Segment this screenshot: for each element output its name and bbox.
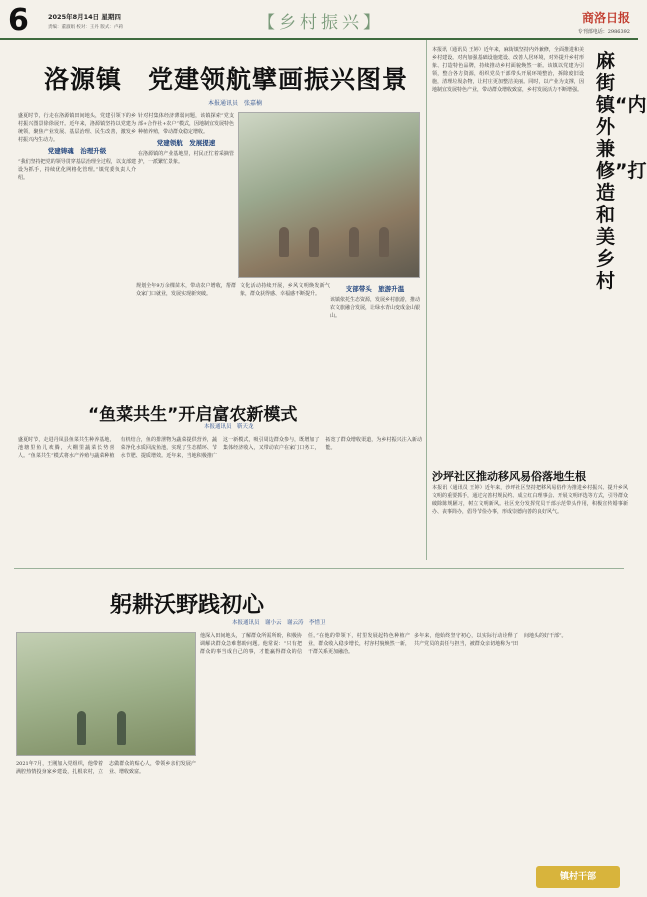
story3-body: 2021年7月，王刚加入党组织，他带着满腔热情投身家乡建设，扎根农村，立志做群众的贴心人，带领乡亲们发展产业、增收致富。 [16,761,196,775]
story1-text: 针对村集体经济薄弱问题，该镇探索“党支部+合作社+农户”模式，因地制宜发展特色种植养殖，带动群众稳定增收。 [138,113,234,135]
right-story2-title: 沙坪社区推动移风易俗落地生根 [432,470,586,483]
right-story-title: 麻街镇“内外兼修”打造和美乡村 [596,50,647,292]
story2-body: 盛夏时节，走进丹凤县鱼菜共生种养基地，池塘里鱼儿欢腾，大棚里蔬菜长势喜人。“鱼菜共生”模式将水产养殖与蔬菜种植有机结合，鱼的排泄物为蔬菜提供营养，蔬菜净化水质回流鱼池，实现了生态循环、节水节肥、提质增效。近年来，当地积极推广这一新模式，吸引周边群众参与，既增加了集体经济收入，又带动农户在家门口务工，拓宽了群众增收渠道，为乡村振兴注入新动能。 [18,437,422,459]
person-figure [379,227,389,257]
story1-column [330,282,420,340]
person-figure [77,711,86,745]
story3-body: 他深入田间地头，了解群众所需所盼，积极协调解决群众急难愁盼问题。他常说：“只有把群众的事当成自己的事，才能赢得群众的信任。”在他的带领下，村里发展起特色种植产业，群众收入稳步增长，村容村貌焕然一新，干群关系更加融洽。 [200,633,410,655]
column-divider [426,40,427,560]
story1-column: 规划全年9万余棵苗木，带动农户增收，帮群众家门口就业，发展实现新突破。 [136,283,236,297]
issue-date: 2025年8月14日 星期四 [48,13,121,21]
story1-subhead: 党建领航 发展提速 [156,139,216,147]
story3-title: 躬耕沃野践初心 [110,593,265,618]
story3-photo [16,632,196,756]
story1-subhead: 支部带头 旅游升温 [345,285,405,293]
story1-column [18,112,136,340]
section-divider [14,568,624,569]
story1-text: 盛夏时节，行走在洛源镇田间地头，党建引领下的乡村振兴图景徐徐展开。近年来，洛源镇坚持以党建为统领，聚焦产业发展、基层治理、民生改善，激发乡村振兴内生动力。 [18,113,136,143]
person-figure [117,711,126,745]
story1-photo [238,112,420,278]
story1-column [138,112,234,282]
right-story-body: 本报讯（通讯员 王婷）近年来，麻街镇坚持内外兼修，全面推进和美乡村建设。对内加强基础设施建设、改善人居环境，对外提升乡村形象、打造特色品牌，持续推动乡村面貌焕然一新。该镇以党建为引领，整合各方资源，组织党员干部带头开展环境整治，拆除废旧设施，清理垃圾杂物，让村庄更加整洁美丽。同时，以产业为支撑，因地制宜发展特色产业，带动群众增收致富，乡村发展活力不断增强。 [432,47,584,93]
column-badge: 镇村干部 [536,866,620,888]
story3-byline: 本报通讯员 谢小云 谢云涛 李惜卫 [232,620,326,626]
right-story2-body: 本报讯（通讯员 王婷）近年来，沙坪社区坚持把移风易俗作为推进乡村振兴、提升乡风文明的重要抓手，通过完善村规民约、成立红白理事会、开展文明评选等方式，引导群众破除陈规陋习，树立文明新风。社区充分发挥党员干部示范带头作用，积极宣传婚事新办、丧事简办，倡导节俭办事，形成崇德向善的良好风气。 [432,485,628,515]
story1-title: 洛源镇 党建领航擘画振兴图景 [44,65,409,94]
story1-subhead: 党建铸魂 治理升级 [47,147,107,155]
page-number: 6 [8,3,29,38]
person-figure [279,227,289,257]
story1-byline: 本报通讯员 张嘉楠 [208,100,263,107]
section-title: 【乡村振兴】 [258,13,384,33]
story1-text: “我们坚持把党的领导贯穿基层治理全过程，以支部建设为抓手，持续优化网格化管理。”镇党委负责人介绍。 [18,159,136,181]
story1-text: 在洛源镇的产业基地里，村民正忙着采摘管护，一派繁忙景象。 [138,151,234,165]
page-header [0,0,638,40]
story3-body: 多年来，他始终坚守初心，以实际行动诠释了共产党员的责任与担当，被群众亲切地称为“田间地头的好干部”。 [414,633,567,647]
person-figure [349,227,359,257]
newspaper-logo: 商洛日报 [581,11,630,25]
story2-title: “鱼菜共生”开启富农新模式 [88,405,298,425]
person-figure [309,227,319,257]
story1-text: 该镇依托生态资源，发展乡村旅游，推动农文旅融合发展，让绿水青山变成金山银山。 [330,297,421,319]
editor-line: 责编：董淑娟 校对：王丹 版式：卢莉 [48,25,123,30]
story2-byline: 本报通讯员 靳天龙 [204,424,254,430]
story1-column: 文化活动持续开展，乡风文明焕发新气象，群众获得感、幸福感不断提升。 [240,283,330,297]
hotline: 专刊部电话：2986392 [577,29,630,35]
